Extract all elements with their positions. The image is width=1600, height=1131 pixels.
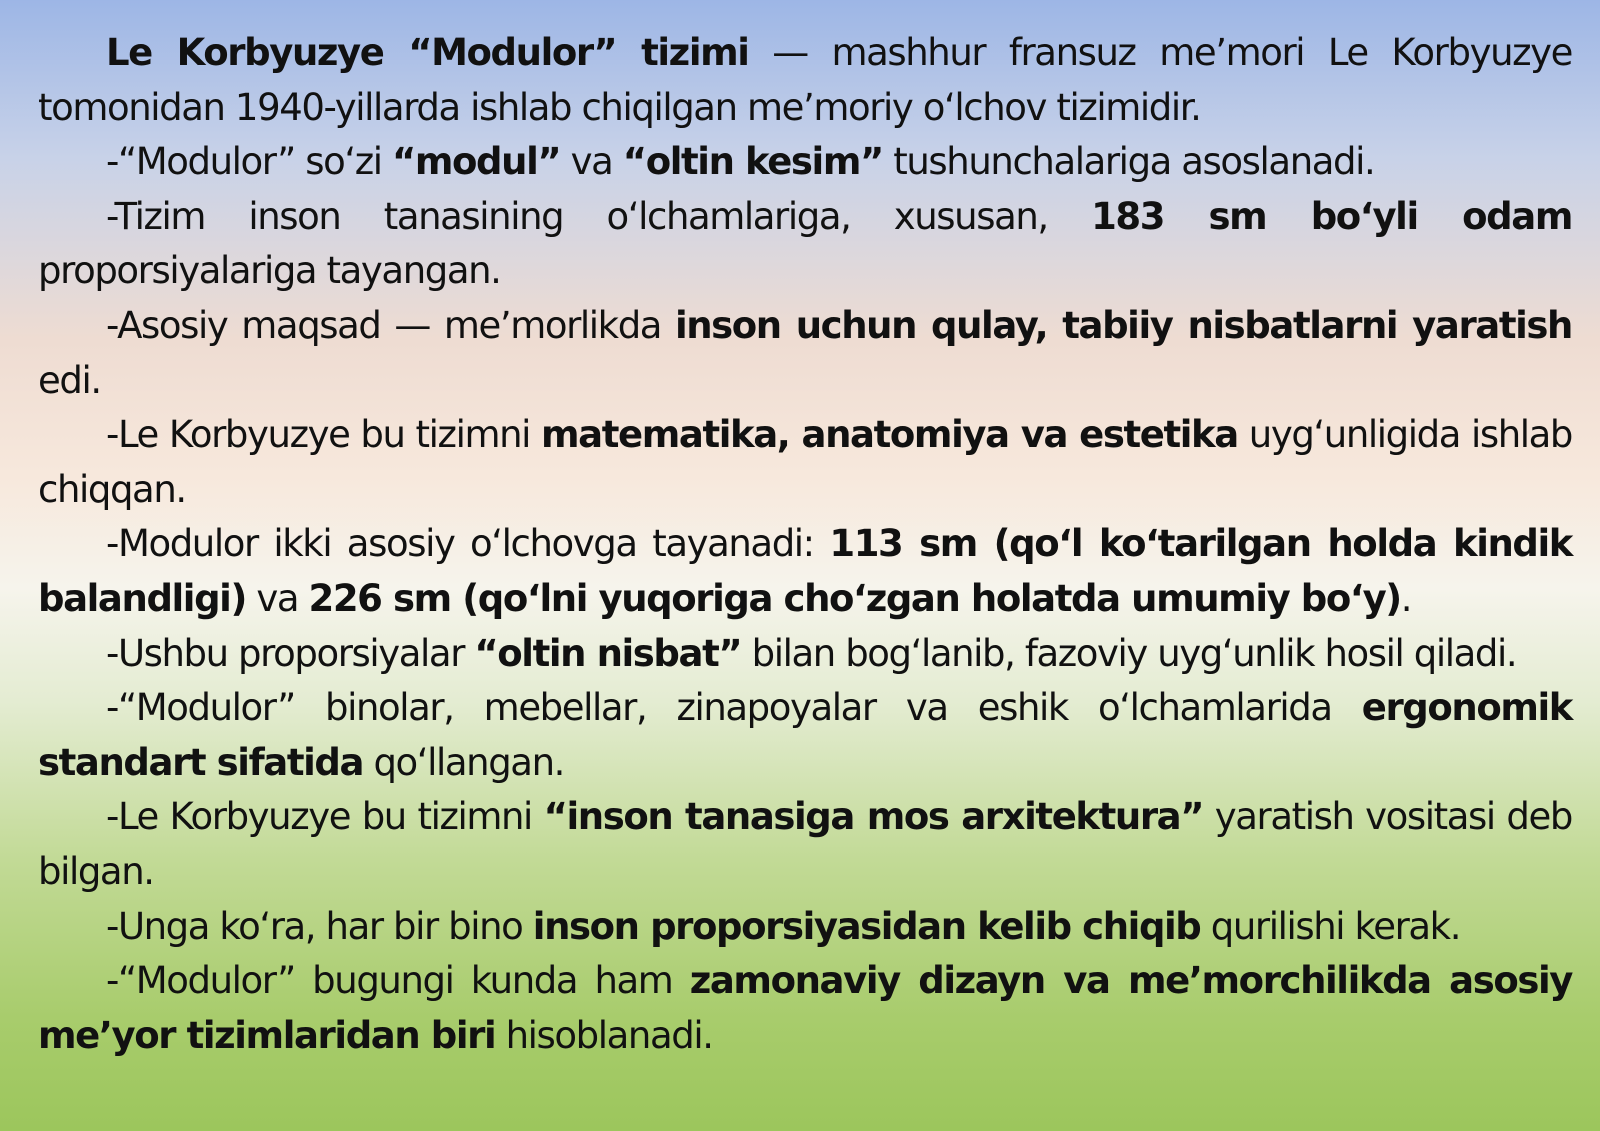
text-run: va	[560, 140, 623, 184]
paragraph-intro	[38, 26, 1572, 135]
text-run: -Le Korbyuzye bu tizimni	[106, 413, 542, 457]
text-bold: 113 sm (qoʻl koʻtarilgan holda kindik balandligi)	[38, 522, 1572, 620]
text-run: va	[245, 576, 309, 620]
text-bold: 183 sm boʻyli odam	[1091, 194, 1572, 238]
text-run: -Asosiy maqsad — me’morlikda	[106, 303, 675, 347]
text-run: proporsiyalariga tayangan.	[38, 249, 501, 293]
paragraph-harmony	[38, 408, 1572, 517]
text-run: -Modulor ikki asosiy oʻlchovga tayanadi:	[106, 522, 830, 566]
text-bold: matematika, anatomiya va estetika	[541, 413, 1238, 457]
text-bold: zamonaviy dizayn va me’morchilikda asosiy me’yor tizimlaridan biri	[38, 959, 1572, 1057]
paragraph-main-goal	[38, 299, 1572, 408]
text-run: -Unga koʻra, har bir bino	[106, 904, 533, 948]
text-run: .	[1400, 576, 1412, 620]
text-run: -“Modulor” binolar, mebellar, zinapoyalar va eshik oʻlchamlarida	[106, 686, 1362, 730]
text-bold: “oltin nisbat”	[474, 631, 742, 675]
paragraph-human-body	[38, 190, 1572, 299]
text-bold: “oltin kesim”	[622, 140, 883, 184]
text-run: bilan bogʻlanib, fazoviy uygʻunlik hosil qiladi.	[741, 631, 1517, 675]
text-run: qurilishi kerak.	[1200, 904, 1461, 948]
text-run: hisoblanadi.	[495, 1013, 713, 1057]
text-run: qoʻllangan.	[363, 740, 564, 784]
paragraph-building-rule	[38, 900, 1572, 955]
paragraph-measurements	[38, 517, 1572, 626]
text-run: yaratish vositasi deb bilgan.	[38, 795, 1572, 893]
slide-body	[38, 26, 1572, 1063]
text-bold: inson proporsiyasidan kelib chiqib	[532, 904, 1201, 948]
text-bold: “inson tanasiga mos arxitektura”	[543, 795, 1204, 839]
text-run: -“Modulor” bugungi kunda ham	[106, 959, 690, 1003]
text-run: uygʻunligida ishlab chiqqan.	[38, 413, 1572, 511]
text-run: -Le Korbyuzye bu tizimni	[106, 795, 544, 839]
paragraph-modul-word	[38, 135, 1572, 190]
paragraph-architecture-tool	[38, 790, 1572, 899]
text-run: edi.	[38, 358, 101, 402]
text-bold: Le Korbyuzye “Modulor” tizimi	[106, 31, 749, 74]
text-run: -Ushbu proporsiyalar	[106, 631, 475, 675]
text-bold: 226 sm (qoʻlni yuqoriga choʻzgan holatda umumiy boʻy)	[308, 576, 1401, 620]
text-run: -“Modulor” soʻzi	[106, 140, 392, 184]
text-bold: ergonomik standart sifatida	[38, 686, 1572, 784]
text-run: tushunchalariga asoslanadi.	[882, 140, 1375, 184]
paragraph-modern-use	[38, 954, 1572, 1063]
text-run: — mashhur fransuz me’mori Le Korbyuzye tomonidan 1940-yillarda ishlab chiqilgan me’moriy oʻlchov tizimidir.	[38, 31, 1573, 129]
text-bold: “modul”	[391, 140, 561, 184]
paragraph-golden-ratio	[38, 627, 1572, 682]
paragraph-ergonomics	[38, 681, 1572, 790]
text-bold: inson uchun qulay, tabiiy nisbatlarni yaratish	[674, 303, 1572, 347]
text-run: -Tizim inson tanasining oʻlchamlariga, xususan,	[106, 194, 1092, 238]
